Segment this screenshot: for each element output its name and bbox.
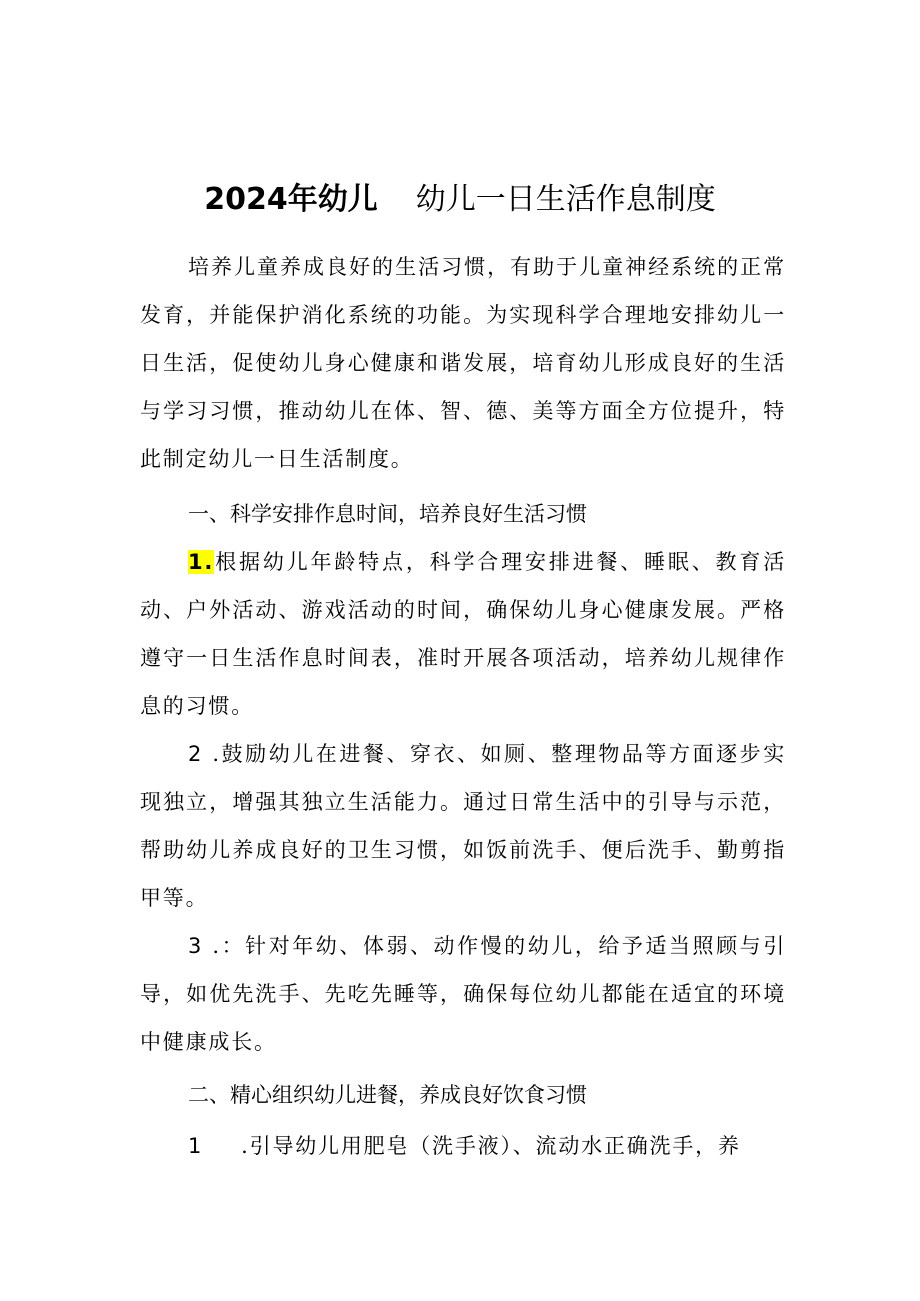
item-number: 3 xyxy=(188,934,204,958)
section-1-item-1 xyxy=(140,538,786,730)
section-2-heading: 二、精心组织幼儿进餐，养成良好饮食习惯 xyxy=(188,1083,587,1107)
section-2-item-1-text: .引导幼儿用肥皂（洗手液）、流动水正确洗手，养 xyxy=(241,1134,741,1158)
item-number: 2 xyxy=(188,742,204,766)
section-1-heading: 一、科学安排作息时间，培养良好生活习惯 xyxy=(188,502,587,526)
section-1-item-2-text: .鼓励幼儿在进餐、穿衣、如厕、整理物品等方面逐步实现独立，增强其独立生活能力。通过日常生活中的引导与示范，帮助幼儿养成良好的卫生习惯，如饭前洗手、便后洗手、勤剪指甲等。 xyxy=(140,742,786,910)
intro-paragraph: 培养儿童养成良好的生活习惯，有助于儿童神经系统的正常发育，并能保护消化系统的功能。为实现科学合理地安排幼儿一日生活，促使幼儿身心健康和谐发展，培育幼儿形成良好的生活与学习习惯，推动幼儿在体、智、德、美等方面全方位提升，特此制定幼儿一日生活制度。 xyxy=(140,255,786,471)
document-title xyxy=(0,178,920,222)
section-1-item-3-text: .：针对年幼、体弱、动作慢的幼儿，给予适当照顾与引导，如优先洗手、先吃先睡等，确保每位幼儿都能在适宜的环境中健康成长。 xyxy=(140,934,786,1054)
section-1-item-2 xyxy=(140,730,786,922)
section-1-item-1-text: 根据幼儿年龄特点，科学合理安排进餐、睡眠、教育活动、户外活动、游戏活动的时间，确保幼儿身心健康发展。严格遵守一日生活作息时间表，准时开展各项活动，培养幼儿规律作息的习惯。 xyxy=(140,550,786,718)
section-1-item-3 xyxy=(140,922,786,1066)
title-main-part: 幼儿一日生活作息制度 xyxy=(415,182,716,217)
section-2-item-1 xyxy=(140,1122,786,1170)
highlighted-item-number: 1. xyxy=(188,550,215,574)
item-number: 1 xyxy=(188,1134,204,1158)
title-year-part: 2024年幼儿 xyxy=(204,182,378,217)
